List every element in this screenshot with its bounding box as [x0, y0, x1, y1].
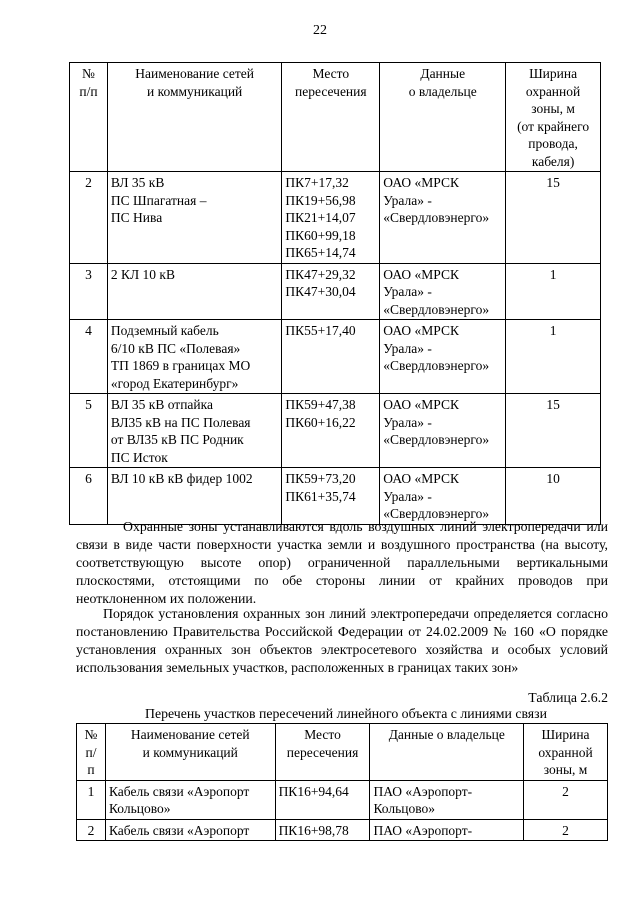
- zone-width-cell: 2: [524, 819, 608, 841]
- network-name-cell: ВЛ 10 кВ кВ фидер 1002: [107, 468, 282, 525]
- crossing-location-cell: ПК16+98,78: [275, 819, 370, 841]
- row-number-cell: 6: [70, 468, 108, 525]
- table-row: [77, 819, 608, 841]
- page-number: 22: [313, 23, 327, 38]
- network-name-cell: ВЛ 35 кВ отпайка ВЛ35 кВ на ПС Полевая от ВЛ35 кВ ПС Родник ПС Исток: [107, 394, 282, 468]
- table-label: Таблица 2.6.2: [528, 690, 608, 705]
- zone-width-cell: 10: [506, 468, 601, 525]
- crossing-location-cell: ПК7+17,32 ПК19+56,98 ПК21+14,07 ПК60+99,18 ПК65+14,74: [282, 172, 380, 264]
- row-number-cell: 5: [70, 394, 108, 468]
- header-owner-cell: Данные о владельце: [370, 724, 524, 781]
- row-number-cell: 1: [77, 780, 106, 819]
- table-body: [77, 780, 608, 841]
- networks-crossing-table: [69, 62, 601, 525]
- owner-cell: ОАО «МРСК Урала» - «Свердловэнерго»: [380, 468, 506, 525]
- header-zone-width-cell: Ширина охранной зоны, м: [524, 724, 608, 781]
- crossing-location-cell: ПК16+94,64: [275, 780, 370, 819]
- header-crossing-location-cell: Место пересечения: [282, 63, 380, 172]
- crossing-location-cell: ПК55+17,40: [282, 320, 380, 394]
- table-row: [70, 172, 601, 264]
- zone-width-cell: 2: [524, 780, 608, 819]
- crossing-location-cell: ПК59+47,38 ПК60+16,22: [282, 394, 380, 468]
- row-number-cell: 2: [70, 172, 108, 264]
- network-name-cell: ВЛ 35 кВ ПС Шпагатная – ПС Нива: [107, 172, 282, 264]
- paragraph-zone-procedure: Порядок установления охранных зон линий электропередачи определяется согласно постановлению Правительства Российской Федерации от 24.02.2009 № 160 «О порядке установления охранных зон объектов электросетевого хозяйства и особых условий использования земельных участков, расположенных в границах таких зон»: [76, 606, 608, 675]
- table-row: [70, 320, 601, 394]
- header-network-name-cell: Наименование сетей и коммуникаций: [105, 724, 275, 781]
- zone-width-cell: 1: [506, 263, 601, 320]
- crossing-location-cell: ПК59+73,20 ПК61+35,74: [282, 468, 380, 525]
- network-name-cell: Подземный кабель 6/10 кВ ПС «Полевая» ТП 1869 в границах МО «город Екатеринбург»: [107, 320, 282, 394]
- network-name-cell: Кабель связи «Аэропорт Кольцово»: [105, 780, 275, 819]
- table-body: [70, 172, 601, 525]
- table-row: [70, 394, 601, 468]
- header-zone-width-cell: Ширина охранной зоны, м (от крайнего провода, кабеля): [506, 63, 601, 172]
- zone-width-cell: 15: [506, 172, 601, 264]
- table-row: [70, 263, 601, 320]
- row-number-cell: 4: [70, 320, 108, 394]
- header-row-number-cell: № п/ п: [77, 724, 106, 781]
- owner-cell: ОАО «МРСК Урала» - «Свердловэнерго»: [380, 320, 506, 394]
- zone-width-cell: 15: [506, 394, 601, 468]
- table-row: [70, 468, 601, 525]
- owner-cell: ПАО «Аэропорт- Кольцово»: [370, 780, 524, 819]
- network-name-cell: Кабель связи «Аэропорт: [105, 819, 275, 841]
- header-network-name-cell: Наименование сетей и коммуникаций: [107, 63, 282, 172]
- row-number-cell: 3: [70, 263, 108, 320]
- crossing-location-cell: ПК47+29,32 ПК47+30,04: [282, 263, 380, 320]
- owner-cell: ПАО «Аэропорт-: [370, 819, 524, 841]
- row-number-cell: 2: [77, 819, 106, 841]
- zone-width-cell: 1: [506, 320, 601, 394]
- table-title: Перечень участков пересечений линейного объекта с линиями связи: [145, 706, 547, 721]
- owner-cell: ОАО «МРСК Урала» - «Свердловэнерго»: [380, 172, 506, 264]
- table-header-row: [70, 63, 601, 172]
- table-header-row: [77, 724, 608, 781]
- network-name-cell: 2 КЛ 10 кВ: [107, 263, 282, 320]
- owner-cell: ОАО «МРСК Урала» - «Свердловэнерго»: [380, 394, 506, 468]
- header-row-number-cell: № п/п: [70, 63, 108, 172]
- table-row: [77, 780, 608, 819]
- communication-lines-table: [76, 723, 608, 841]
- owner-cell: ОАО «МРСК Урала» - «Свердловэнерго»: [380, 263, 506, 320]
- header-owner-cell: Данные о владельце: [380, 63, 506, 172]
- paragraph-security-zones: Охранные зоны устанавливаются вдоль воздушных линий электропередачи или связи в виде части поверхности участка земли и воздушного пространства (на высоту, соответствующую высоте опор) ограниченной параллельными вертикальными плоскостями, отстоящими по обе стороны линии от крайних проводов при неотклоненном их положении.: [76, 519, 608, 606]
- header-crossing-location-cell: Место пересечения: [275, 724, 370, 781]
